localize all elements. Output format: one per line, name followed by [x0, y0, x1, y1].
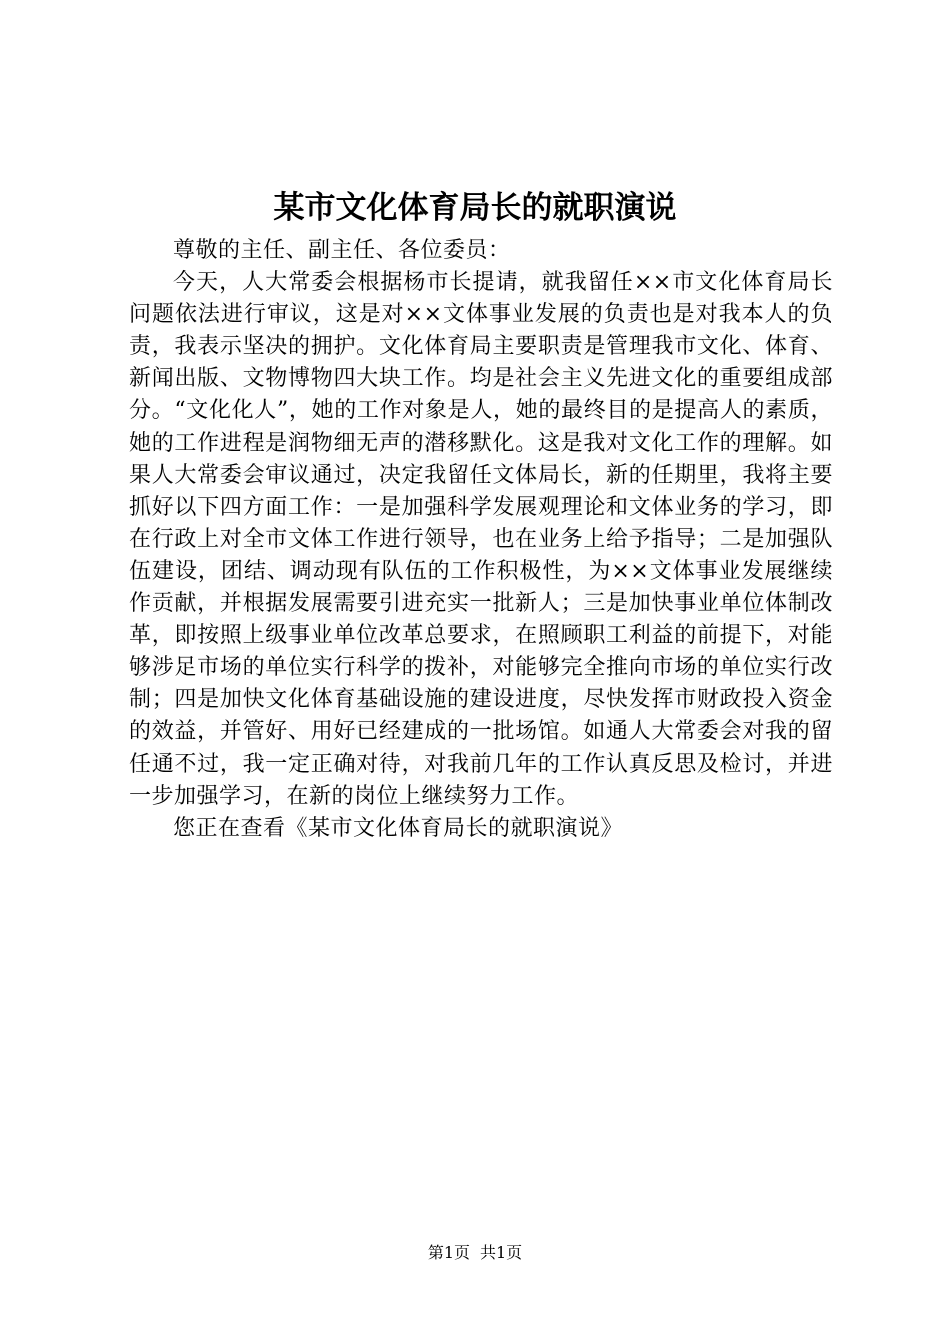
page-footer [0, 1241, 950, 1265]
salutation-paragraph: 尊敬的主任、副主任、各位委员： [173, 238, 511, 263]
document-body [129, 235, 833, 845]
viewing-note-paragraph: 您正在查看《某市文化体育局长的就职演说》 [173, 815, 624, 841]
page-number-current: 第1页 [427, 1243, 470, 1262]
document-title: 某市文化体育局长的就职演说 [273, 190, 677, 226]
main-paragraph: 今天，人大常委会根据杨市长提请，就我留任××市文化体育局长问题依法进行审议，这是对××文体事业发展的负责也是对我本人的负责，我表示坚决的拥护。文化体育局主要职责是管理我市文化、体育、新闻出版、文物博物四大块工作。均是社会主义先进文化的重要组成部分。“文化化人”，她的工作对象是人，她的最终目的是提高人的素质，她的工作进程是润物细无声的潜移默化。这是我对文化工作的理解。如果人大常委会审议通过，决定我留任文体局长，新的任期里，我将主要抓好以下四方面工作：一是加强科学发展观理论和文体业务的学习，即在行政上对全市文体工作进行领导，也在业务上给予指导；二是加强队伍建设，团结、调动现有队伍的工作积极性，为××文体事业发展继续作贡献，并根据发展需要引进充实一批新人；三是加快事业单位体制改革，即按照上级事业单位改革总要求，在照顾职工利益的前提下，对能够涉足市场的单位实行科学的拨补，对能够完全推向市场的单位实行改制；四是加快文化体育基础设施的建设进度，尽快发挥市财政投入资金的效益，并管好、用好已经建成的一批场馆。如通人大常委会对我的留任通不过，我一定正确对待，对我前几年的工作认真反思及检讨，并进一步加强学习，在新的岗位上继续努力工作。 [129, 270, 833, 809]
page-number-total: 共1页 [480, 1243, 523, 1262]
